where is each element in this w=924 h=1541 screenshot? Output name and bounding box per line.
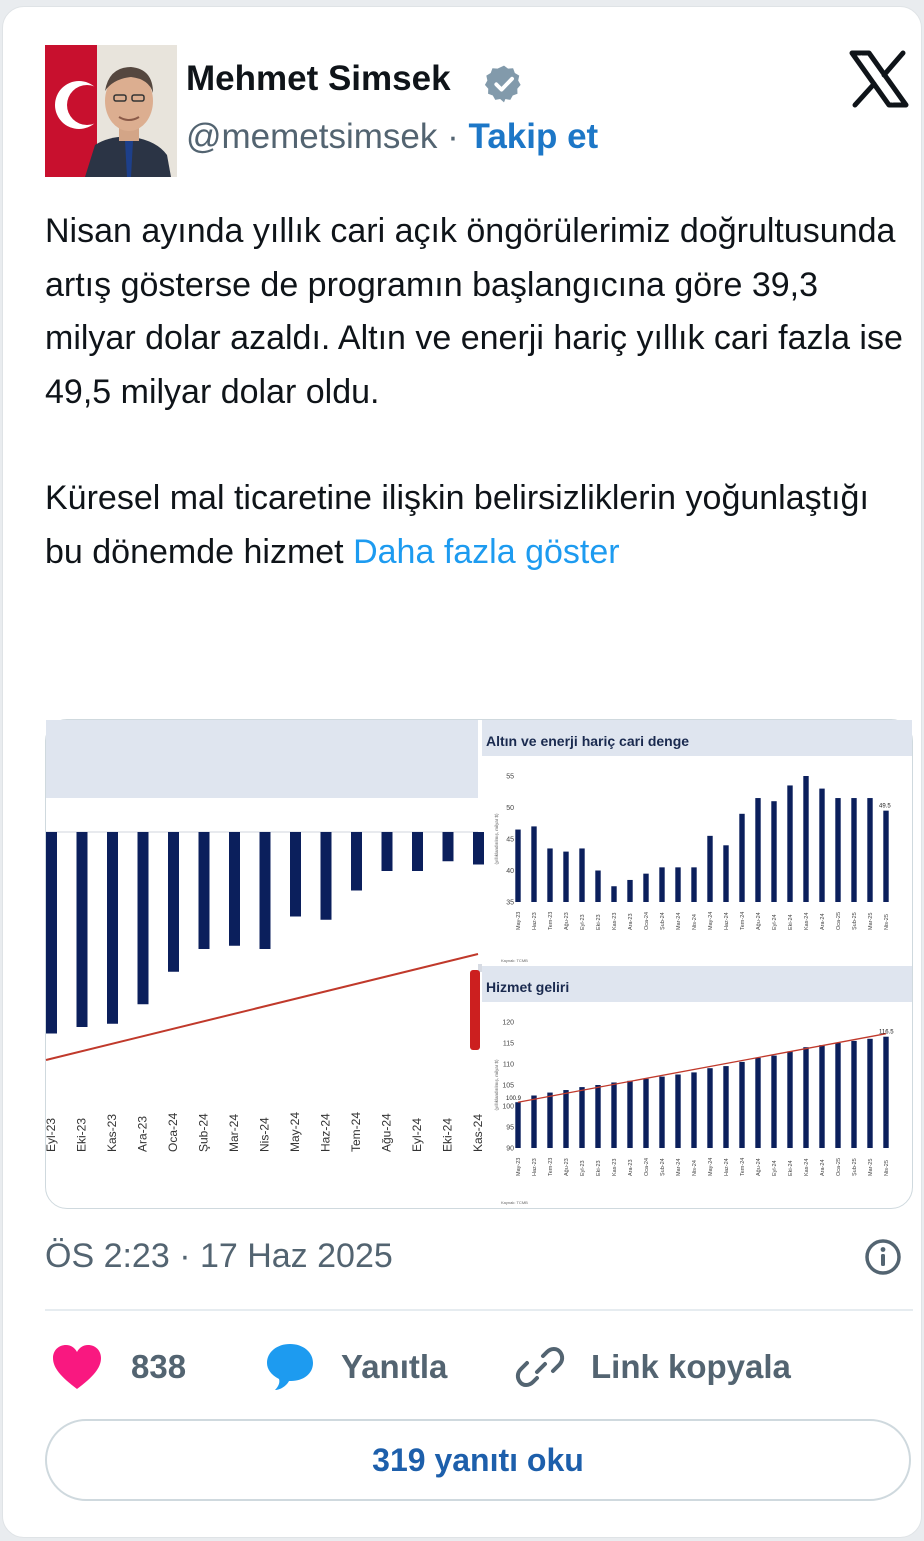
bar (851, 1041, 856, 1148)
trend-line (518, 1034, 886, 1103)
bar (835, 798, 840, 902)
x-tick-label: Ağu-24 (756, 1158, 762, 1176)
x-tick-label: Haz-23 (532, 912, 538, 930)
divider (45, 1309, 913, 1311)
tweet-paragraph-2 (45, 472, 915, 579)
bar (755, 798, 760, 902)
x-tick-label: Nis-24 (257, 1117, 272, 1152)
bar (563, 1090, 568, 1148)
x-tick-label: Mar-24 (676, 1158, 682, 1176)
x-tick-label: Tem-24 (349, 1111, 363, 1152)
x-tick-label: Eyl-23 (580, 914, 586, 930)
reply-bubble-icon (265, 1342, 315, 1392)
x-tick-label: Kas-24 (804, 1158, 810, 1176)
like-count: 838 (131, 1348, 187, 1385)
bar (803, 776, 808, 902)
bar (867, 798, 872, 902)
bar (627, 880, 632, 902)
bar (691, 867, 696, 902)
show-more-link[interactable]: Daha fazla göster (353, 532, 620, 571)
bar (547, 848, 552, 902)
bar (260, 832, 271, 949)
tweet-paragraph-1: Nisan ayında yıllık cari açık öngörülerimiz doğrultusunda artış gösterse de programın başlangıcına göre 39,3 milyar dolar azaldı. Altın ve enerji hariç yıllık cari fazla ise 49,5 milyar dolar oldu. (45, 212, 903, 411)
bar (771, 1056, 776, 1148)
chart3-title: Hizmet geliri (486, 979, 570, 995)
bar (787, 1051, 792, 1148)
tweet-card (2, 6, 922, 1538)
y-axis-label: (yıllıklandırılmış, milyar $) (494, 1059, 499, 1111)
x-tick-label: Ara-24 (820, 1159, 826, 1176)
avatar-image (45, 45, 177, 177)
separator-dot: · (447, 117, 459, 156)
x-tick-label: Kas-23 (105, 1113, 119, 1152)
bar (351, 832, 362, 891)
charts-image (46, 720, 912, 1208)
left-chart (44, 720, 485, 1152)
bar (412, 832, 423, 871)
data-label: 49.5 (879, 803, 891, 810)
bar (515, 1102, 520, 1148)
x-tick-label: Şub-24 (660, 1158, 666, 1176)
bar (627, 1081, 632, 1148)
y-tick-label: 120 (502, 1019, 514, 1027)
x-tick-label: Nis-25 (884, 1160, 890, 1176)
x-tick-label: Şub-24 (660, 912, 666, 930)
bar (579, 848, 584, 902)
bar (883, 811, 888, 902)
x-tick-label: Eki-24 (788, 1160, 794, 1176)
y-tick-label: 95 (506, 1124, 514, 1132)
y-tick-label: 110 (502, 1061, 514, 1069)
y-axis-label: (yıllıklandırılmış, milyar $) (494, 813, 499, 865)
x-tick-label: Haz-24 (318, 1113, 333, 1152)
bar (563, 852, 568, 902)
x-tick-label: Eki-23 (74, 1117, 89, 1152)
x-tick-label: Ara-24 (820, 913, 826, 930)
link-icon (515, 1342, 565, 1392)
x-tick-label: Ağu-23 (564, 912, 570, 930)
bar (138, 832, 149, 1004)
y-tick-label: 40 (506, 868, 514, 875)
x-tick-label: Mar-25 (868, 1158, 874, 1176)
y-tick-label: 45 (506, 836, 514, 844)
author-handle-row (186, 117, 598, 157)
y-tick-label: 115 (502, 1040, 514, 1048)
x-tick-label: Şub-25 (852, 912, 858, 930)
bar (851, 798, 856, 902)
x-tick-label: Eyl-23 (44, 1117, 58, 1152)
bar (107, 832, 118, 1024)
like-button[interactable] (51, 1337, 186, 1397)
bar (611, 886, 616, 902)
bar (723, 1066, 728, 1148)
bar (771, 801, 776, 902)
x-tick-label: Şub-25 (852, 1158, 858, 1176)
x-tick-label: Oca-24 (644, 911, 650, 930)
bar (819, 1045, 824, 1148)
bar (547, 1093, 552, 1148)
x-logo-icon[interactable] (849, 51, 909, 107)
x-tick-label: Ara-23 (628, 913, 634, 930)
y-tick-label: 55 (506, 773, 514, 781)
x-tick-label: May-23 (516, 1157, 522, 1176)
bar (46, 832, 57, 1034)
bar (531, 826, 536, 902)
x-tick-label: Ağu-24 (379, 1113, 394, 1152)
bar (77, 832, 88, 1027)
x-tick-label: Eki-23 (596, 914, 602, 930)
x-tick-label: Oca-25 (836, 1157, 842, 1176)
bar (835, 1043, 840, 1148)
x-tick-label: Eki-23 (596, 1160, 602, 1176)
bar (867, 1039, 872, 1148)
x-tick-label: Mar-25 (868, 912, 874, 930)
bar (321, 832, 332, 920)
bar (803, 1047, 808, 1148)
bar (443, 832, 454, 861)
x-tick-label: Haz-24 (724, 1158, 730, 1176)
bar (229, 832, 240, 946)
avatar[interactable] (45, 45, 177, 177)
bar (659, 867, 664, 902)
bar (675, 867, 680, 902)
x-tick-label: Şub-24 (196, 1113, 211, 1152)
x-tick-label: Ağu-24 (756, 912, 762, 930)
bar (531, 1096, 536, 1149)
info-icon[interactable] (863, 1237, 903, 1277)
x-tick-label: Oca-24 (644, 1157, 650, 1176)
reply-button[interactable] (265, 1337, 447, 1397)
x-tick-label: May-24 (708, 911, 714, 930)
tweet-text (45, 205, 915, 579)
follow-button[interactable]: Takip et (468, 117, 599, 156)
x-tick-label: Eki-24 (440, 1117, 455, 1152)
bar (579, 1087, 584, 1148)
x-tick-label: Kas-23 (612, 1158, 618, 1176)
data-label: 100.9 (506, 1096, 522, 1103)
service-income-chart (482, 966, 912, 1205)
x-tick-label: Ara-23 (628, 1159, 634, 1176)
bar (168, 832, 179, 972)
copy-link-label: Link kopyala (591, 1348, 791, 1385)
reply-label: Yanıtla (341, 1348, 448, 1385)
tweet-paragraph-2-text: Küresel mal ticaretine ilişkin belirsizliklerin yoğunlaştığı bu dönemde hizmet (45, 479, 869, 571)
x-tick-label: Oca-25 (836, 911, 842, 930)
bar (739, 814, 744, 902)
y-tick-label: 90 (506, 1145, 514, 1153)
x-tick-label: Ağu-23 (564, 1158, 570, 1176)
x-tick-label: Eyl-24 (772, 914, 778, 930)
bar (691, 1072, 696, 1148)
bar (883, 1037, 888, 1148)
bar (643, 1079, 648, 1148)
author-handle[interactable]: @memetsimsek (186, 117, 438, 156)
bar (787, 785, 792, 902)
bar (290, 832, 301, 917)
x-tick-label: Haz-24 (724, 912, 730, 930)
chart2-title: Altın ve enerji hariç cari denge (486, 733, 690, 749)
x-tick-label: May-24 (708, 1157, 714, 1176)
x-tick-label: Kas-24 (471, 1113, 485, 1152)
x-tick-label: Nis-24 (692, 1160, 698, 1176)
x-tick-label: Eyl-24 (410, 1117, 424, 1152)
bar (199, 832, 210, 949)
x-tick-label: Eki-24 (788, 914, 794, 930)
chart2-source: Kaynak: TCMB (501, 958, 528, 963)
x-tick-label: Tem-24 (740, 1157, 746, 1176)
y-tick-label: 100 (502, 1103, 514, 1111)
bar (755, 1058, 760, 1148)
x-tick-label: Eyl-23 (580, 1160, 586, 1176)
current-account-ex-gold-energy-chart (482, 720, 912, 963)
y-tick-label: 105 (502, 1082, 514, 1090)
x-tick-label: Haz-23 (532, 1158, 538, 1176)
verified-badge-icon (483, 63, 525, 105)
x-tick-label: Kas-23 (612, 912, 618, 930)
bar (819, 789, 824, 902)
y-tick-label: 50 (506, 805, 514, 812)
bar (707, 836, 712, 902)
chart3-source: Kaynak: TCMB (501, 1200, 528, 1205)
author-name[interactable]: Mehmet Simsek (186, 59, 451, 98)
y-tick-label: 35 (506, 899, 514, 907)
bar (723, 845, 728, 902)
bar (515, 830, 520, 902)
x-tick-label: Tem-23 (548, 911, 554, 930)
x-tick-label: Eyl-24 (772, 1160, 778, 1176)
bar (739, 1062, 744, 1148)
x-tick-label: Mar-24 (227, 1113, 241, 1152)
x-tick-label: Oca-24 (166, 1112, 180, 1152)
bar (382, 832, 393, 871)
x-tick-label: Mar-24 (676, 912, 682, 930)
bar (611, 1082, 616, 1148)
tweet-media[interactable] (45, 719, 913, 1209)
bar (595, 871, 600, 903)
x-tick-label: Kas-24 (804, 912, 810, 930)
bar (659, 1077, 664, 1148)
bar (707, 1068, 712, 1148)
x-tick-label: Tem-24 (740, 911, 746, 930)
bar (473, 832, 484, 865)
x-tick-label: May-23 (516, 911, 522, 930)
bar (643, 874, 648, 902)
bar (675, 1075, 680, 1149)
tweet-timestamp[interactable]: ÖS 2:23 · 17 Haz 2025 (45, 1237, 393, 1275)
heart-icon (51, 1343, 103, 1391)
x-tick-label: May-24 (288, 1111, 302, 1152)
x-tick-label: Tem-23 (548, 1157, 554, 1176)
copy-link-button[interactable] (515, 1337, 791, 1397)
x-tick-label: Nis-24 (692, 914, 698, 930)
data-label: 116.5 (879, 1029, 894, 1036)
bar (595, 1085, 600, 1148)
x-tick-label: Nis-25 (884, 914, 890, 930)
read-replies-button[interactable]: 319 yanıtı oku (45, 1419, 911, 1501)
x-tick-label: Ara-23 (135, 1115, 150, 1152)
